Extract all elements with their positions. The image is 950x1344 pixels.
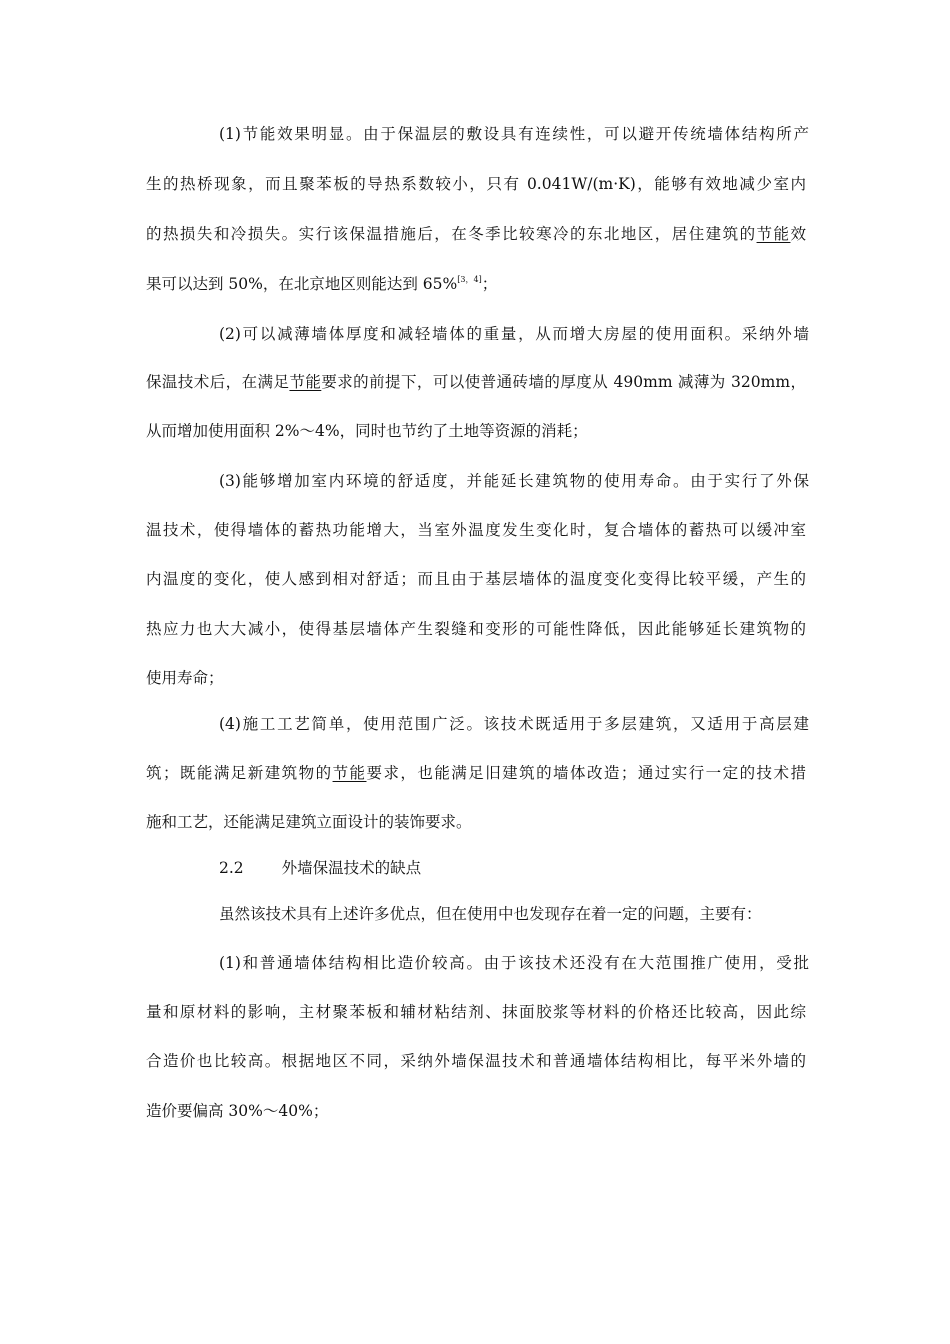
link-jieneng-1[interactable]: 节能 (756, 225, 791, 243)
para2-line2-end: 要求的前提下，可以使普通砖墙的厚度从 490mm 减薄为 320mm， (321, 373, 806, 391)
para3-line4: 热应力也大大减小，使得基层墙体产生裂缝和变形的可能性降低，因此能够延长建筑物的 (146, 620, 806, 638)
para1-line4-end: ； (481, 275, 498, 293)
para4-line2 (146, 761, 806, 785)
para1-line4-text: 果可以达到 50%，在北京地区则能达到 65% (146, 275, 458, 293)
para1-line3-end: 效 (790, 225, 806, 243)
section-heading (219, 856, 879, 880)
link-jieneng-3[interactable]: 节能 (332, 764, 367, 782)
para1-line4 (146, 272, 806, 296)
link-jieneng-2[interactable]: 节能 (289, 373, 322, 391)
para2-line2-text: 保温技术后，在满足 (146, 373, 290, 391)
para2-line2 (146, 370, 806, 394)
para3-line5: 使用寿命； (146, 669, 224, 687)
para2-line1: (2)可以减薄墙体厚度和减轻墙体的重量，从而增大房屋的使用面积。采纳外墙 (219, 325, 809, 343)
para2-line3: 从而增加使用面积 2%～4%，同时也节约了土地等资源的消耗； (146, 422, 588, 440)
para6-line1: (1)和普通墙体结构相比造价较高。由于该技术还没有在大范围推广使用，受批 (219, 954, 809, 972)
para5-line1: 虽然该技术具有上述许多优点，但在使用中也发现存在着一定的问题，主要有： (219, 905, 762, 923)
para4-line1: (4)施工工艺简单，使用范围广泛。该技术既适用于多层建筑，又适用于高层建 (219, 715, 809, 733)
para4-line2-text: 筑；既能满足新建筑物的 (146, 764, 333, 782)
para1-line1: (1)节能效果明显。由于保温层的敷设具有连续性，可以避开传统墙体结构所产 (219, 125, 809, 143)
section-title: 外墙保温技术的缺点 (281, 859, 422, 877)
citation-3-4[interactable]: [3，4] (457, 275, 482, 284)
para1-line3-text: 的热损失和冷损失。实行该保温措施后，在冬季比较寒冷的东北地区，居住建筑的 (146, 225, 757, 243)
para6-line3: 合造价也比较高。根据地区不同，采纳外墙保温技术和普通墙体结构相比，每平米外墙的 (146, 1052, 806, 1070)
para1-line3 (146, 222, 806, 246)
para1-line2: 生的热桥现象，而且聚苯板的导热系数较小，只有 0.041W/(m·K)，能够有效地减少室内 (146, 175, 806, 193)
para3-line3: 内温度的变化，使人感到相对舒适；而且由于基层墙体的温度变化变得比较平缓，产生的 (146, 570, 806, 588)
para3-line2: 温技术，使得墙体的蓄热功能增大，当室外温度发生变化时，复合墙体的蓄热可以缓冲室 (146, 521, 806, 539)
section-number: 2.2 (219, 859, 244, 877)
para6-line4: 造价要偏高 30%～40%； (146, 1102, 329, 1120)
para4-line3: 施和工艺，还能满足建筑立面设计的装饰要求。 (146, 813, 472, 831)
para3-line1: (3)能够增加室内环境的舒适度，并能延长建筑物的使用寿命。由于实行了外保 (219, 472, 809, 490)
para6-line2: 量和原材料的影响，主材聚苯板和辅材粘结剂、抹面胶浆等材料的价格还比较高，因此综 (146, 1003, 806, 1021)
para4-line2-end: 要求，也能满足旧建筑的墙体改造；通过实行一定的技术措 (366, 764, 806, 782)
